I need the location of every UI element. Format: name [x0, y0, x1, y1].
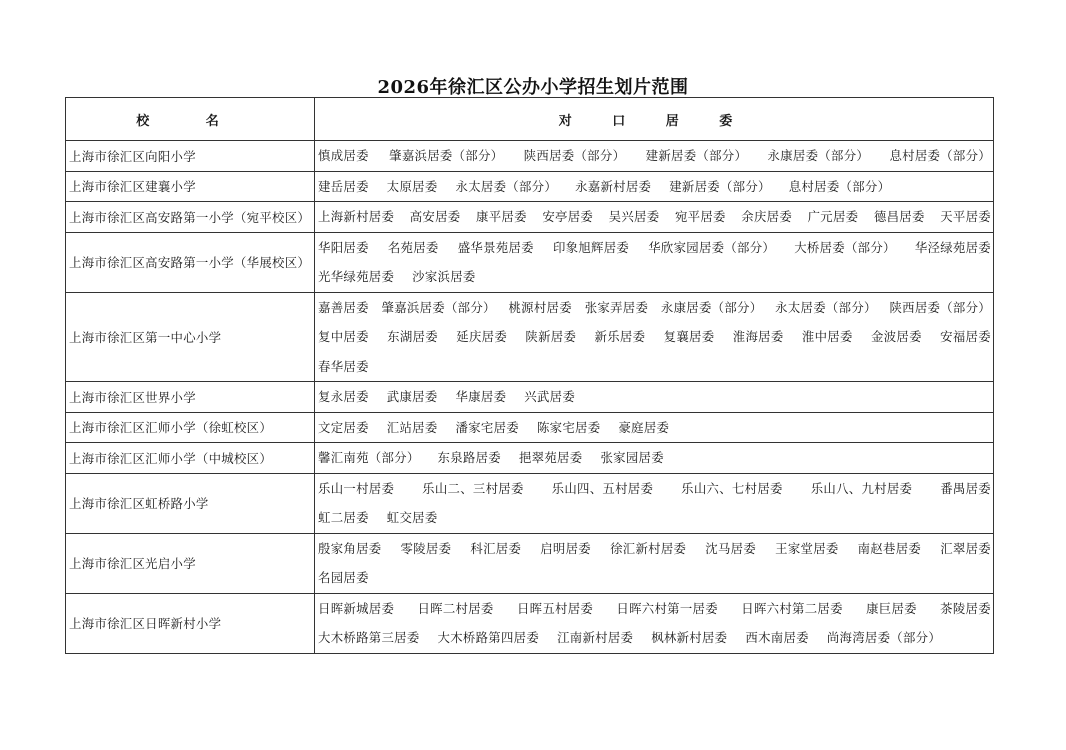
community-line — [318, 352, 991, 382]
community-item: 陈家宅居委 — [536, 419, 601, 435]
document-title: 2026年徐汇区公办小学招生划片范围 — [377, 77, 689, 98]
community-item: 东湖居委 — [387, 329, 438, 344]
community-item: 汇站居委 — [386, 419, 438, 435]
community-item: 张家弄居委 — [584, 299, 649, 315]
community-item: 虹二居委 — [318, 510, 369, 525]
community-item: 日晖六村第二居委 — [741, 600, 843, 616]
community-item: 日晖新城居委 — [318, 600, 395, 616]
community-item: 东泉路居委 — [437, 450, 501, 465]
community-line — [318, 413, 991, 443]
community-item: 嘉善居委 — [318, 299, 369, 315]
table-row — [66, 202, 994, 233]
community-item: 大木桥路第四居委 — [437, 630, 540, 645]
community-item: 茶陵居委 — [940, 600, 991, 616]
community-item: 印象旭辉居委 — [552, 239, 630, 255]
community-line — [318, 534, 991, 564]
school-name-cell: 上海市徐汇区汇师小学（中城校区） — [66, 443, 315, 474]
school-name-cell: 上海市徐汇区高安路第一小学（华展校区） — [66, 232, 315, 292]
community-item: 零陵居委 — [400, 540, 452, 556]
community-line — [318, 382, 991, 412]
community-item: 陕西居委（部分） — [523, 148, 626, 163]
community-item: 乐山四、五村居委 — [551, 480, 654, 496]
community-item: 陕新居委 — [525, 329, 577, 344]
table-row — [66, 593, 994, 653]
community-list-cell — [315, 473, 994, 533]
table-header-row — [66, 98, 994, 141]
community-list-cell — [315, 382, 994, 413]
community-item: 大木桥路第三居委 — [318, 630, 420, 645]
community-item: 吴兴居委 — [608, 209, 660, 224]
community-item: 殷家角居委 — [318, 540, 382, 556]
community-item: 建新居委（部分） — [645, 148, 748, 163]
table-row — [66, 473, 994, 533]
community-item: 安亭居委 — [542, 209, 594, 224]
community-line — [318, 262, 991, 292]
table-row — [66, 292, 994, 382]
community-item: 安福居委 — [940, 329, 991, 344]
community-item: 虹交居委 — [386, 510, 438, 525]
community-item: 潘家宅居委 — [455, 419, 519, 435]
community-line — [318, 202, 991, 232]
header-school-name: 校 名 — [66, 98, 315, 141]
school-name-cell: 上海市徐汇区世界小学 — [66, 382, 315, 413]
community-item: 华泾绿苑居委 — [914, 239, 991, 255]
community-item: 徐汇新村居委 — [610, 540, 687, 556]
community-item: 乐山六、七村居委 — [681, 480, 783, 496]
community-item: 名园居委 — [318, 570, 369, 585]
community-list-cell — [315, 593, 994, 653]
table-row — [66, 443, 994, 474]
community-item: 永嘉新村居委 — [575, 178, 652, 194]
community-item: 建岳居委 — [318, 178, 369, 194]
community-item: 豪庭居委 — [618, 419, 670, 435]
community-item: 乐山二、三村居委 — [422, 480, 524, 496]
community-line — [318, 172, 991, 202]
community-item: 余庆居委 — [741, 209, 793, 224]
enrollment-zone-table — [65, 97, 994, 654]
community-item: 桃源村居委 — [508, 299, 572, 315]
community-item: 宛平居委 — [674, 209, 726, 224]
school-name-cell: 上海市徐汇区建襄小学 — [66, 171, 315, 202]
school-name-cell: 上海市徐汇区虹桥路小学 — [66, 473, 315, 533]
community-item: 枫林新村居委 — [651, 630, 728, 645]
community-item: 汇翠居委 — [940, 540, 991, 556]
school-name-cell: 上海市徐汇区第一中心小学 — [66, 292, 315, 382]
community-list-cell — [315, 533, 994, 593]
community-list-cell — [315, 141, 994, 172]
community-item: 复中居委 — [318, 329, 369, 344]
community-line — [318, 141, 991, 171]
community-item: 肇嘉浜居委（部分） — [389, 148, 504, 163]
community-line — [318, 474, 991, 504]
community-item: 淮海居委 — [732, 329, 784, 344]
community-list-cell — [315, 443, 994, 474]
community-item: 永康居委（部分） — [660, 299, 763, 315]
community-list-cell — [315, 412, 994, 443]
community-item: 永太居委（部分） — [775, 299, 877, 315]
community-line — [318, 233, 991, 263]
school-name-cell: 上海市徐汇区汇师小学（徐虹校区） — [66, 412, 315, 443]
header-communities: 对 口 居 委 — [315, 98, 994, 141]
community-item: 南赵巷居委 — [857, 540, 922, 556]
community-item: 西木南居委 — [745, 630, 809, 645]
table-row — [66, 171, 994, 202]
community-item: 华康居委 — [455, 389, 507, 404]
community-item: 日晖六村第一居委 — [616, 600, 718, 616]
table-body — [66, 141, 994, 654]
school-name-cell: 上海市徐汇区向阳小学 — [66, 141, 315, 172]
community-item: 延庆居委 — [456, 329, 508, 344]
community-item: 挹翠苑居委 — [518, 450, 583, 465]
community-item: 建新居委（部分） — [669, 178, 771, 194]
table-row — [66, 232, 994, 292]
community-item: 日晖五村居委 — [516, 600, 594, 616]
community-list-cell — [315, 292, 994, 382]
community-item: 番禺居委 — [940, 480, 991, 496]
school-name-cell: 上海市徐汇区日晖新村小学 — [66, 593, 315, 653]
community-item: 天平居委 — [940, 209, 991, 224]
community-item: 新乐居委 — [594, 329, 646, 344]
community-item: 科汇居委 — [470, 540, 522, 556]
community-item: 启明居委 — [540, 540, 591, 556]
school-name-cell: 上海市徐汇区高安路第一小学（宛平校区） — [66, 202, 315, 233]
community-item: 太原居委 — [386, 178, 438, 194]
community-line — [318, 322, 991, 352]
community-list-cell — [315, 171, 994, 202]
community-list-cell — [315, 202, 994, 233]
community-item: 康平居委 — [476, 209, 527, 224]
community-item: 华欣家园居委（部分） — [648, 239, 776, 255]
table-row — [66, 382, 994, 413]
community-item: 馨汇南苑（部分） — [318, 450, 420, 465]
community-item: 武康居委 — [386, 389, 438, 404]
community-item: 高安居委 — [409, 209, 461, 224]
community-item: 春华居委 — [318, 358, 369, 374]
community-line — [318, 293, 991, 323]
community-line — [318, 594, 991, 624]
community-item: 金波居委 — [871, 329, 922, 344]
community-item: 复襄居委 — [663, 329, 715, 344]
community-item: 德昌居委 — [873, 209, 925, 224]
community-item: 日晖二村居委 — [417, 600, 494, 616]
community-item: 乐山八、九村居委 — [810, 480, 913, 496]
community-line — [318, 623, 991, 653]
community-item: 江南新村居委 — [557, 630, 634, 645]
community-item: 尚海湾居委（部分） — [826, 630, 942, 645]
community-item: 永康居委（部分） — [767, 148, 870, 163]
community-item: 沙家浜居委 — [412, 269, 476, 284]
table-row — [66, 412, 994, 443]
community-line — [318, 563, 991, 593]
table-row — [66, 533, 994, 593]
community-item: 复永居委 — [318, 389, 369, 404]
community-item: 华阳居委 — [318, 239, 369, 255]
community-item: 慎成居委 — [318, 148, 369, 163]
community-item: 上海新村居委 — [318, 209, 395, 224]
community-item: 王家堂居委 — [775, 540, 839, 556]
community-item: 肇嘉浜居委（部分） — [381, 299, 496, 315]
community-item: 永太居委（部分） — [455, 178, 558, 194]
community-line — [318, 443, 991, 473]
community-line — [318, 503, 991, 533]
community-item: 广元居委 — [807, 209, 859, 224]
community-item: 息村居委（部分） — [889, 148, 991, 163]
school-name-cell: 上海市徐汇区光启小学 — [66, 533, 315, 593]
community-item: 张家园居委 — [600, 450, 664, 465]
community-item: 光华绿苑居委 — [318, 269, 395, 284]
community-item: 淮中居委 — [801, 329, 853, 344]
community-item: 盛华景苑居委 — [457, 239, 534, 255]
community-item: 乐山一村居委 — [318, 480, 395, 496]
community-item: 息村居委（部分） — [788, 178, 891, 194]
community-item: 大桥居委（部分） — [794, 239, 896, 255]
table-row — [66, 141, 994, 172]
community-list-cell — [315, 232, 994, 292]
community-item: 兴武居委 — [524, 389, 576, 404]
community-item: 名苑居委 — [387, 239, 439, 255]
community-item: 陕西居委（部分） — [889, 299, 991, 315]
community-item: 文定居委 — [318, 419, 369, 435]
community-item: 康巨居委 — [866, 600, 917, 616]
community-item: 沈马居委 — [705, 540, 757, 556]
